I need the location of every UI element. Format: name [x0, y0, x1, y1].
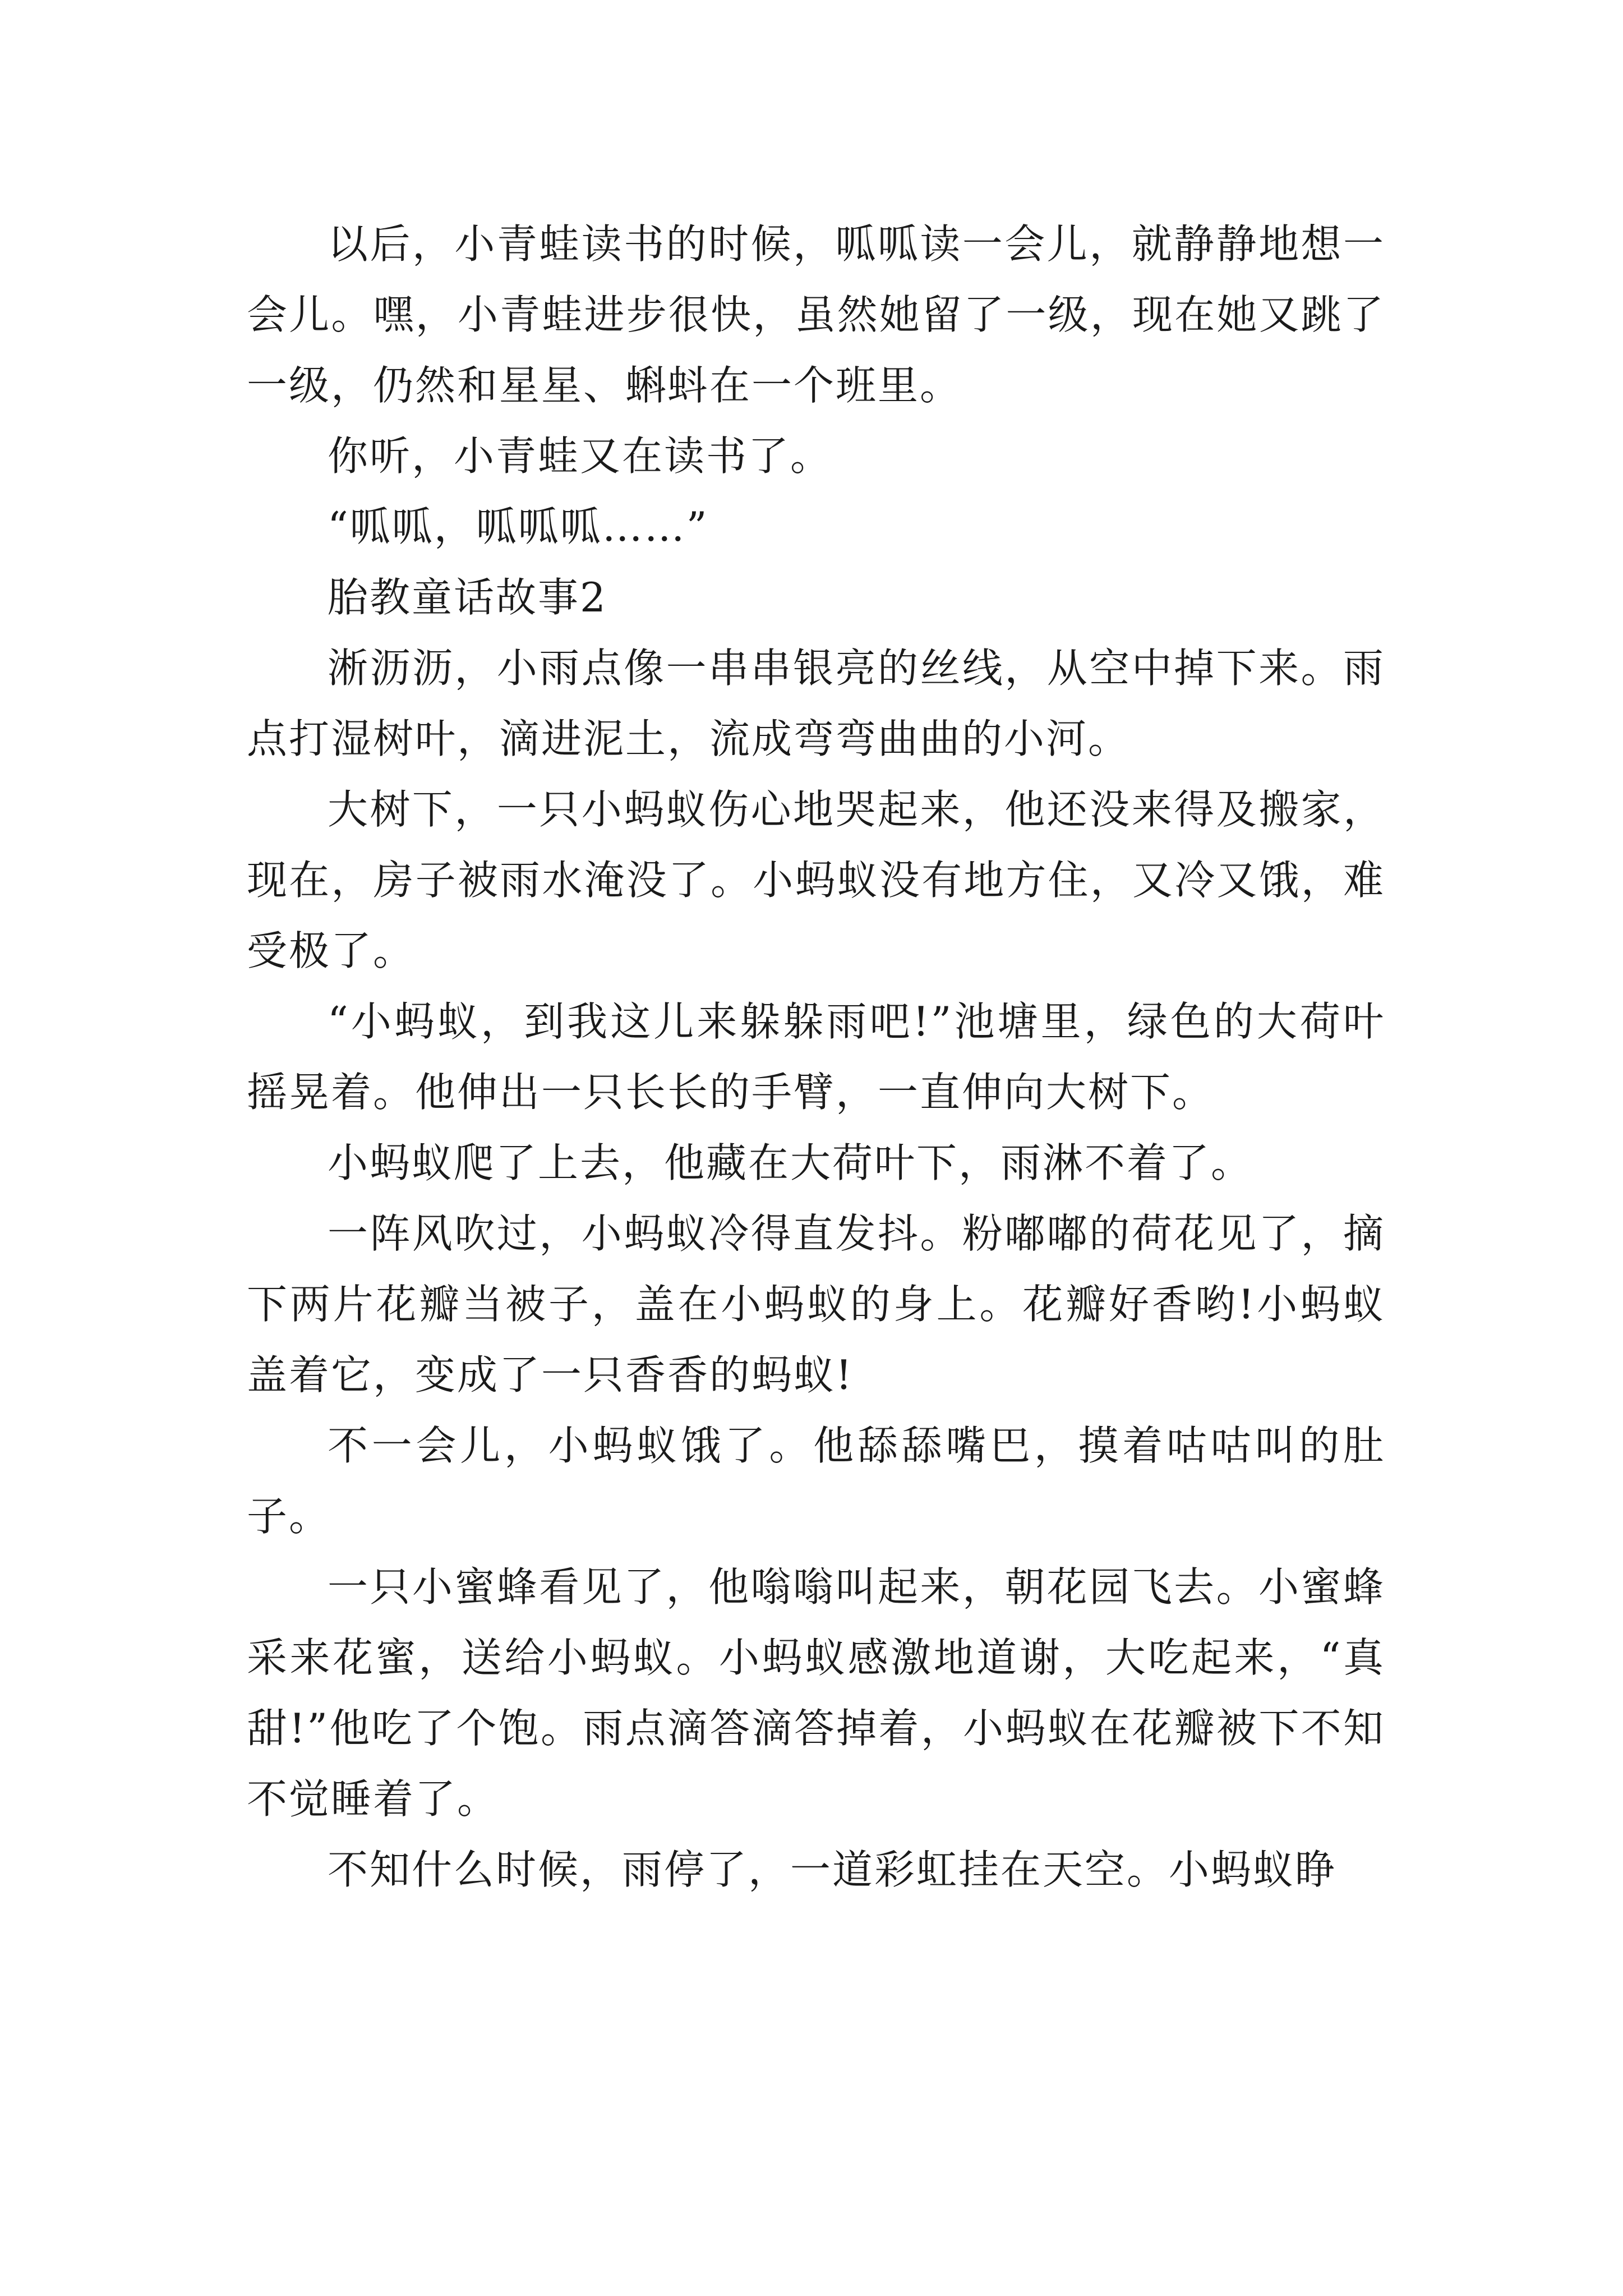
paragraph: 你听，小青蛙又在读书了。: [328, 432, 833, 480]
document-body: [247, 209, 1385, 1905]
paragraph: 一只小蜜蜂看见了，他嗡嗡叫起来，朝花园飞去。小蜜蜂采来花蜜，送给小蚂蚁。小蚂蚁感激地道谢，大吃起来，“真甜!”他吃了个饱。雨点滴答滴答掉着，小蚂蚁在花瓣被下不知不觉睡着了。: [247, 1563, 1385, 1823]
section-title: 胎教童话故事2: [328, 574, 607, 621]
paragraph: 小蚂蚁爬了上去，他藏在大荷叶下，雨淋不着了。: [328, 1139, 1253, 1186]
paragraph: 一阵风吹过，小蚂蚁冷得直发抖。粉嘟嘟的荷花见了，摘下两片花瓣当被子，盖在小蚂蚁的身上。花瓣好香哟!小蚂蚁盖着它，变成了一只香香的蚂蚁!: [247, 1210, 1385, 1398]
paragraph: “呱呱，呱呱呱……”: [328, 503, 709, 550]
paragraph: 以后，小青蛙读书的时候，呱呱读一会儿，就静静地想一会儿。嘿，小青蛙进步很快，虽然她留了一级，现在她又跳了一级，仍然和星星、蝌蚪在一个班里。: [247, 220, 1385, 409]
paragraph: “小蚂蚁，到我这儿来躲躲雨吧!”池塘里，绿色的大荷叶摇晃着。他伸出一只长长的手臂，一直伸向大树下。: [247, 998, 1385, 1116]
paragraph: 淅沥沥，小雨点像一串串银亮的丝线，从空中掉下来。雨点打湿树叶，滴进泥土，流成弯弯曲曲的小河。: [247, 645, 1385, 762]
paragraph: 大树下，一只小蚂蚁伤心地哭起来，他还没来得及搬家，现在，房子被雨水淹没了。小蚂蚁没有地方住，又冷又饿，难受极了。: [247, 786, 1385, 974]
paragraph: 不一会儿，小蚂蚁饿了。他舔舔嘴巴，摸着咕咕叫的肚子。: [247, 1422, 1385, 1540]
paragraph: 不知什么时候，雨停了，一道彩虹挂在天空。小蚂蚁睁: [328, 1846, 1338, 1893]
